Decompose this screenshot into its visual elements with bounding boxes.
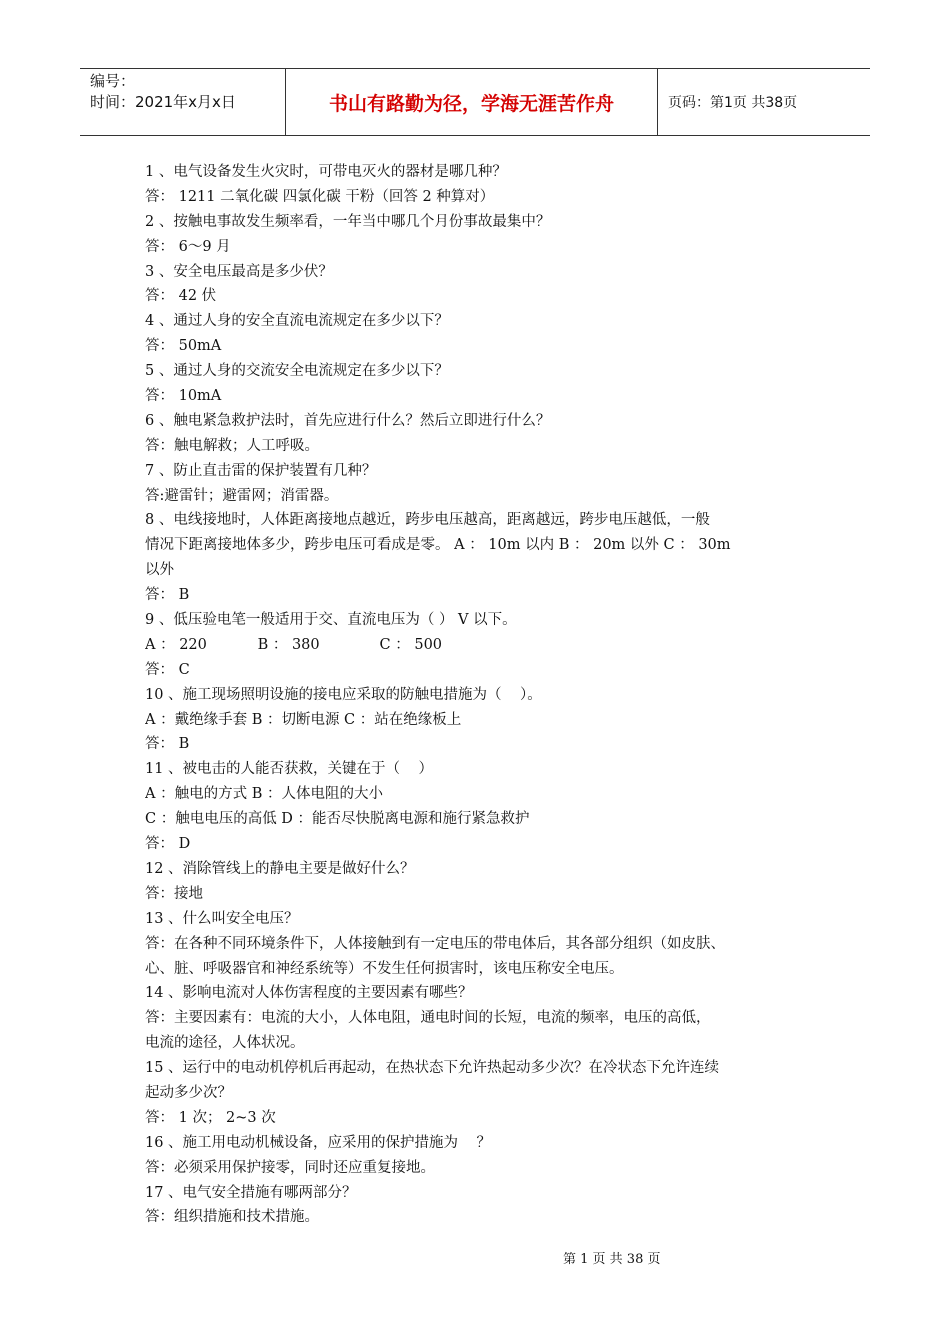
document-date-label: 时间：2021年x月x日: [90, 93, 236, 111]
body-line: 9 、低压验电笔一般适用于交、直流电压为（ ） V 以下。: [145, 612, 517, 629]
body-line: A ：戴绝缘手套 B ：切断电源 C ：站在绝缘板上: [145, 711, 462, 728]
body-line: 13 、什么叫安全电压？: [145, 910, 299, 927]
body-line: 12 、消除管线上的静电主要是做好什么？: [145, 860, 415, 877]
body-line: 11 、被电击的人能否获救，关键在于（ ）: [145, 761, 433, 778]
body-line: 答： B: [145, 736, 190, 753]
body-line: 以外: [145, 562, 174, 579]
body-line: 答：组织措施和技术措施。: [145, 1209, 319, 1226]
footer-page-number: 第 1 页 共 38 页: [563, 1252, 661, 1267]
document-body: [145, 160, 810, 1230]
body-line: 答： 10mA: [145, 388, 222, 405]
body-line: C ：触电电压的高低 D ：能否尽快脱离电源和施行紧急救护: [145, 811, 530, 828]
body-line: 答： 50mA: [145, 338, 222, 355]
body-line: 14 、影响电流对人体伤害程度的主要因素有哪些？: [145, 985, 473, 1002]
page-footer: [0, 1248, 950, 1267]
header-motto: 书山有路勤为径，学海无涯苦作舟: [285, 69, 658, 135]
body-line: A ：触电的方式 B ：人体电阻的大小: [145, 786, 383, 803]
body-line: 15 、运行中的电动机停机后再起动，在热状态下允许热起动多少次？在冷状态下允许连续: [145, 1060, 720, 1077]
body-line: 答：触电解救；人工呼吸。: [145, 437, 319, 454]
body-line: 10 、施工现场照明设施的接电应采取的防触电措施为（ ）。: [145, 686, 542, 703]
body-line: 答： 42 伏: [145, 288, 217, 305]
header-meta: [80, 69, 285, 135]
body-line: 6 、触电紧急救护法时，首先应进行什么？然后立即进行什么？: [145, 412, 551, 429]
body-line: A ： 220 B ： 380 C ： 500: [145, 636, 443, 653]
page-header: [80, 68, 870, 136]
body-line: 8 、电线接地时，人体距离接地点越近，跨步电压越高，距离越远，跨步电压越低，一般: [145, 512, 710, 529]
body-line: 心、脏、呼吸器官和神经系统等）不发生任何损害时，该电压称安全电压。: [145, 960, 624, 977]
body-line: 答:避雷针；避雷网；消雷器。: [145, 487, 339, 504]
body-line: 答：在各种不同环境条件下，人体接触到有一定电压的带电体后，其各部分组织（如皮肤、: [145, 935, 725, 952]
body-line: 电流的途径，人体状况。: [145, 1035, 305, 1052]
body-line: 16 、施工用电动机械设备，应采用的保护措施为 ？: [145, 1134, 491, 1151]
body-line: 17 、电气安全措施有哪两部分？: [145, 1184, 357, 1201]
body-line: 答：必须采用保护接零，同时还应重复接地。: [145, 1159, 435, 1176]
document-number-label: 编号：: [90, 72, 136, 90]
body-line: 3 、安全电压最高是多少伏？: [145, 263, 333, 280]
body-line: 7 、防止直击雷的保护装置有几种？: [145, 462, 377, 479]
body-line: 答： B: [145, 587, 190, 604]
body-line: 答： C: [145, 661, 190, 678]
body-line: 2 、按触电事故发生频率看，一年当中哪几个月份事故最集中？: [145, 213, 551, 230]
body-line: 4 、通过人身的安全直流电流规定在多少以下？: [145, 313, 449, 330]
body-line: 答： 1 次； 2~3 次: [145, 1109, 276, 1126]
body-line: 5 、通过人身的交流安全电流规定在多少以下？: [145, 363, 449, 380]
body-line: 情况下距离接地体多少，跨步电压可看成是零。 A ： 10m 以内 B ： 20m 以外 C ： 30m: [145, 537, 731, 554]
body-line: 答：接地: [145, 885, 203, 902]
body-line: 起动多少次？: [145, 1084, 232, 1101]
body-line: 答： 6～9 月: [145, 238, 231, 255]
header-page-info: 页码：第1页 共38页: [668, 95, 798, 111]
body-line: 答： 1211 二氧化碳 四氯化碳 干粉（回答 2 种算对）: [145, 188, 495, 205]
body-line: 答： D: [145, 836, 191, 853]
body-line: 答：主要因素有：电流的大小，人体电阻，通电时间的长短，电流的频率，电压的高低，: [145, 1010, 711, 1027]
body-line: 1 、电气设备发生火灾时，可带电灭火的器材是哪几种？: [145, 164, 507, 180]
